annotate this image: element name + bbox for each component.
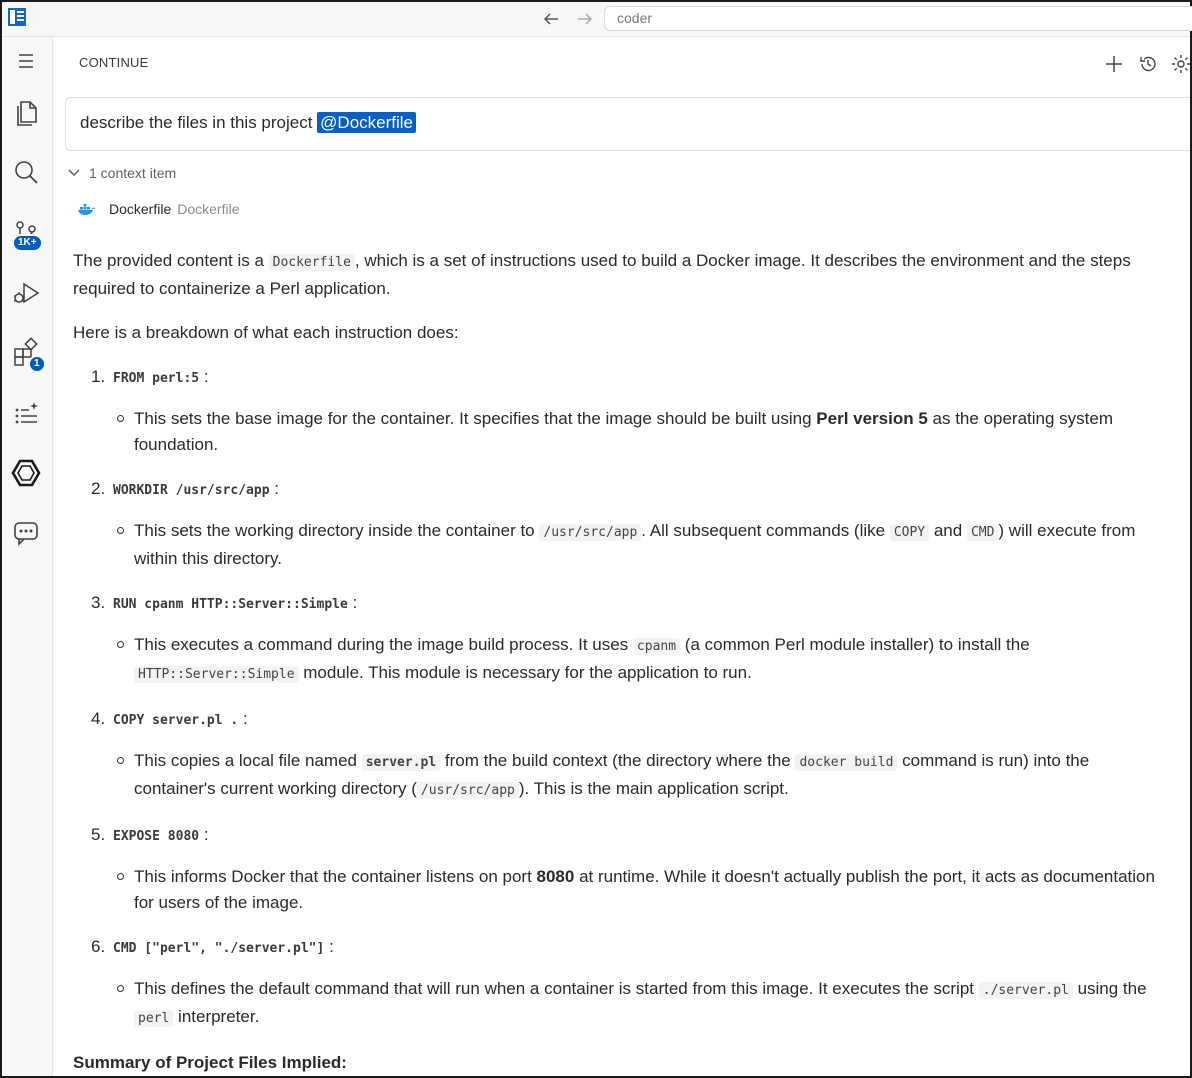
step-suffix: : bbox=[203, 825, 209, 844]
app-logo-icon bbox=[7, 7, 27, 27]
step-command: EXPOSE 8080 bbox=[113, 829, 200, 844]
context-item[interactable] bbox=[77, 201, 240, 217]
summary-heading: Summary of Project Files Implied: bbox=[73, 1053, 347, 1072]
chat-icon bbox=[10, 517, 42, 549]
desc-text: interpreter. bbox=[173, 1007, 260, 1026]
desc-text: from the build context (the directory where the bbox=[440, 751, 796, 770]
search-icon bbox=[10, 157, 42, 189]
arrow-left-icon[interactable] bbox=[540, 8, 562, 30]
desc-code: cpanm bbox=[633, 638, 680, 655]
step-command: FROM perl:5 bbox=[113, 371, 200, 386]
desc-code: HTTP::Server::Simple bbox=[134, 666, 299, 683]
step-description bbox=[134, 976, 1173, 1032]
desc-code: perl bbox=[134, 1010, 173, 1027]
context-items-toggle[interactable] bbox=[67, 165, 176, 181]
intro-after: , which is a set of instructions used to build a Docker image. It describes the environment and the steps required to containerize a Perl application. bbox=[73, 251, 1131, 298]
step-item bbox=[91, 476, 1173, 504]
step-description bbox=[134, 632, 1173, 688]
response-intro bbox=[73, 248, 1173, 302]
activity-extensions[interactable] bbox=[8, 335, 44, 371]
desc-text: This executes a command during the image build process. It uses bbox=[134, 635, 633, 654]
desc-code: /usr/src/app bbox=[539, 524, 641, 541]
step-command: COPY server.pl . bbox=[113, 713, 239, 728]
desc-text: (a common Perl module installer) to install the bbox=[680, 635, 1030, 654]
step-command: WORKDIR /usr/src/app bbox=[113, 483, 270, 498]
step-description bbox=[134, 748, 1173, 804]
history-icon[interactable] bbox=[1137, 53, 1159, 75]
menu-button[interactable] bbox=[8, 43, 44, 79]
files-icon bbox=[10, 97, 42, 129]
desc-text: using the bbox=[1072, 979, 1147, 998]
activity-source-control[interactable] bbox=[8, 215, 44, 251]
docker-icon bbox=[77, 202, 95, 216]
activity-run-debug[interactable] bbox=[8, 275, 44, 311]
step-item bbox=[91, 934, 1173, 962]
source-control-badge: 1K+ bbox=[12, 234, 43, 252]
step-suffix: : bbox=[242, 709, 248, 728]
step-suffix: : bbox=[203, 367, 209, 386]
input-text: describe the files in this project bbox=[80, 113, 318, 132]
panel-title: CONTINUE bbox=[79, 55, 149, 70]
activity-search[interactable] bbox=[8, 155, 44, 191]
arrow-right-icon[interactable] bbox=[574, 8, 596, 30]
desc-text: module. This module is necessary for the application to run. bbox=[298, 663, 752, 682]
desc-text: command is run) into the container's current working directory ( bbox=[134, 751, 1090, 798]
step-number: 4. bbox=[91, 709, 106, 728]
step-description bbox=[134, 518, 1173, 572]
desc-text: This informs Docker that the container listens on port bbox=[134, 867, 537, 886]
desc-text: and bbox=[929, 521, 967, 540]
chat-input[interactable] bbox=[65, 97, 1190, 151]
step-item bbox=[91, 822, 1173, 850]
continue-icon bbox=[10, 457, 42, 489]
chevron-down-icon bbox=[67, 166, 81, 180]
mention-chip[interactable]: @Dockerfile bbox=[317, 112, 416, 133]
gear-icon[interactable] bbox=[1170, 53, 1190, 75]
desc-text: ) will execute from within this directory. bbox=[134, 521, 1136, 568]
step-suffix: : bbox=[329, 937, 334, 956]
desc-bold: 8080 bbox=[536, 867, 575, 886]
step-description bbox=[134, 406, 1173, 458]
step-suffix: : bbox=[352, 593, 358, 612]
step-number: 5. bbox=[91, 825, 106, 844]
activity-explorer[interactable] bbox=[8, 95, 44, 131]
step-number: 6. bbox=[91, 937, 106, 956]
step-item bbox=[91, 590, 1173, 618]
context-toggle-label: 1 context item bbox=[89, 165, 177, 181]
desc-code: /usr/src/app bbox=[417, 782, 519, 799]
step-item bbox=[91, 706, 1173, 734]
activity-tasks[interactable] bbox=[8, 395, 44, 431]
desc-text: This sets the base image for the container. It specifies that the image should be built using bbox=[134, 409, 817, 428]
desc-code: CMD bbox=[967, 524, 998, 541]
search-text: coder bbox=[617, 10, 653, 26]
extensions-badge: 1 bbox=[28, 355, 46, 373]
intro-before: The provided content is a bbox=[73, 251, 269, 270]
continue-panel bbox=[53, 37, 1190, 1076]
desc-text: This sets the working directory inside the container to bbox=[134, 521, 540, 540]
title-bar bbox=[2, 2, 1190, 37]
activity-bar bbox=[2, 37, 53, 1076]
sparkle-list-icon bbox=[10, 397, 42, 429]
menu-icon bbox=[10, 45, 42, 77]
desc-text: This defines the default command that will run when a container is started from this image. It executes the script bbox=[134, 979, 979, 998]
step-number: 1. bbox=[91, 367, 106, 386]
activity-chat[interactable] bbox=[8, 515, 44, 551]
desc-code: server.pl bbox=[362, 754, 440, 771]
plus-icon[interactable] bbox=[1103, 53, 1125, 75]
context-item-desc: Dockerfile bbox=[177, 201, 240, 217]
step-item bbox=[91, 364, 1173, 392]
desc-bold: Perl version 5 bbox=[816, 409, 928, 428]
desc-code: ./server.pl bbox=[979, 982, 1073, 999]
run-debug-icon bbox=[10, 277, 42, 309]
command-center-search[interactable] bbox=[604, 6, 1192, 31]
step-number: 3. bbox=[91, 593, 106, 612]
desc-text: ). This is the main application script. bbox=[518, 779, 789, 798]
intro-code: Dockerfile bbox=[269, 254, 355, 271]
step-command: RUN cpanm HTTP::Server::Simple bbox=[113, 597, 348, 612]
activity-continue[interactable] bbox=[8, 455, 44, 491]
breakdown-intro: Here is a breakdown of what each instruction does: bbox=[73, 323, 459, 342]
desc-text: . All subsequent commands (like bbox=[641, 521, 890, 540]
step-description bbox=[134, 864, 1173, 916]
desc-text: at runtime. While it doesn't actually publish the port, it acts as documentation for users of the image. bbox=[134, 867, 1155, 912]
step-command: CMD ["perl", "./server.pl"] bbox=[113, 941, 325, 956]
desc-text: This copies a local file named bbox=[134, 751, 362, 770]
assistant-response bbox=[73, 248, 1173, 1076]
step-suffix: : bbox=[274, 479, 280, 498]
desc-code: COPY bbox=[890, 524, 929, 541]
step-number: 2. bbox=[91, 479, 106, 498]
desc-text: as the operating system foundation. bbox=[134, 409, 1114, 454]
desc-code: docker build bbox=[795, 754, 897, 771]
context-item-name: Dockerfile bbox=[109, 201, 172, 217]
